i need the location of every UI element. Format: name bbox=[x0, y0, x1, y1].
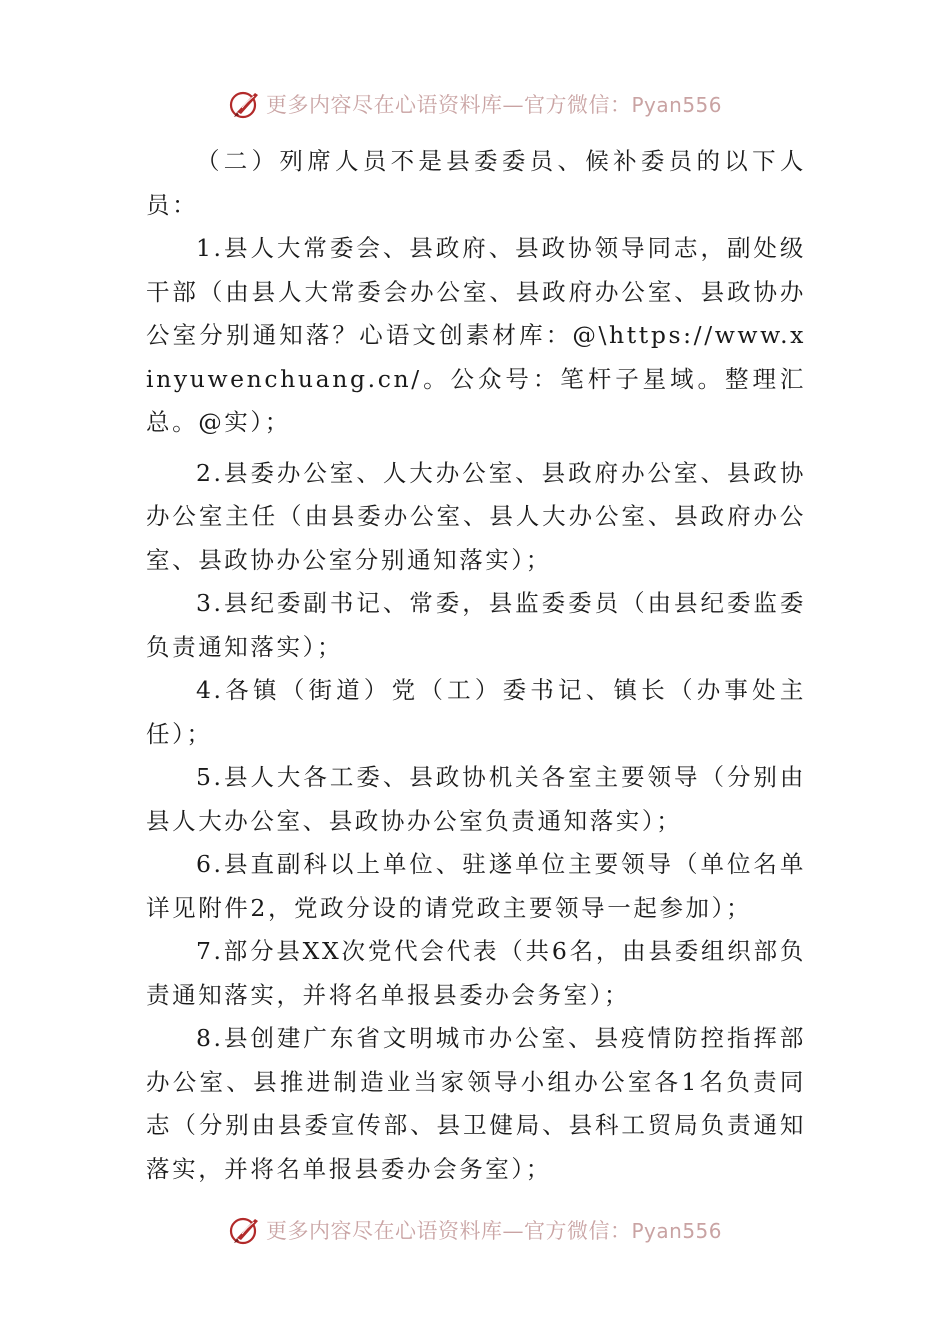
document-body bbox=[146, 140, 806, 1191]
watermark-text: 更多内容尽在心语资料库—官方微信：Pyan556 bbox=[265, 93, 722, 117]
watermark-text: 更多内容尽在心语资料库—官方微信：Pyan556 bbox=[265, 1219, 722, 1243]
wechat-id: Pyan556 bbox=[631, 1219, 722, 1243]
quill-pen-logo-icon bbox=[228, 87, 262, 121]
quill-pen-logo-icon bbox=[228, 1213, 262, 1247]
paragraph-item-1: 1.县人大常委会、县政府、县政协领导同志，副处级干部（由县人大常委会办公室、县政府办公室、县政协办公室分别通知落？心语文创素材库：@\https://www.xinyuwenchuang.cn/。公众号：笔杆子星域。整理汇总。@实）； bbox=[146, 234, 806, 436]
paragraph-item-3: 3.县纪委副书记、常委，县监委委员（由县纪委监委负责通知落实）； bbox=[146, 589, 806, 661]
paragraph-item-6: 6.县直副科以上单位、驻遂单位主要领导（单位名单详见附件2，党政分设的请党政主要领导一起参加）； bbox=[146, 850, 806, 922]
wechat-id: Pyan556 bbox=[631, 93, 722, 117]
paragraph-heading: （二）列席人员不是县委委员、候补委员的以下人员： bbox=[146, 147, 806, 219]
bottom-watermark-banner bbox=[0, 1210, 950, 1250]
paragraph-item-8: 8.县创建广东省文明城市办公室、县疫情防控指挥部办公室、县推进制造业当家领导小组办公室各1名负责同志（分别由县委宣传部、县卫健局、县科工贸局负责通知落实，并将名单报县委办会务室）； bbox=[146, 1024, 806, 1183]
top-watermark-banner bbox=[0, 84, 950, 124]
paragraph-item-7: 7.部分县XX次党代会代表（共6名，由县委组织部负责通知落实，并将名单报县委办会务室）； bbox=[146, 937, 806, 1009]
paragraph-item-4: 4.各镇（街道）党（工）委书记、镇长（办事处主任）； bbox=[146, 676, 806, 748]
paragraph-item-2: 2.县委办公室、人大办公室、县政府办公室、县政协办公室主任（由县委办公室、县人大办公室、县政府办公室、县政协办公室分别通知落实）； bbox=[146, 458, 806, 574]
paragraph-item-5: 5.县人大各工委、县政协机关各室主要领导（分别由县人大办公室、县政协办公室负责通知落实）； bbox=[146, 763, 806, 835]
